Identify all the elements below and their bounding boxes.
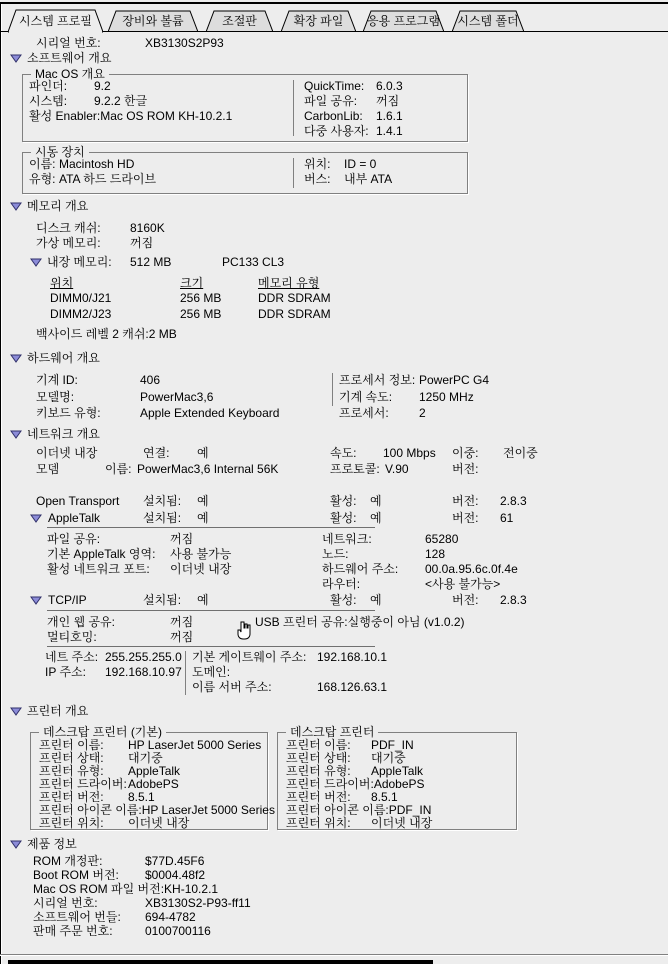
tab-applications[interactable] — [363, 10, 444, 32]
tab-label: 장비와 볼륨 — [122, 13, 184, 28]
field-label: 프린터 버전: — [286, 790, 351, 804]
field-value: 1.6.1 — [376, 109, 403, 123]
serial-number-value: XB3130S2P93 — [145, 36, 224, 50]
product-info-row — [33, 911, 196, 924]
field-label: 네트 주소: — [45, 650, 99, 664]
cell-slot: DIMM2/J23 — [50, 307, 112, 321]
field-value: 2 MB — [148, 327, 177, 341]
field-label: 키보드 유형: — [36, 406, 101, 420]
protocol-name: AppleTalk — [48, 511, 101, 525]
field-label: 프린터 위치: — [286, 816, 351, 830]
field-value: 예 — [370, 593, 382, 607]
field-label: 시스템: — [29, 94, 68, 108]
field-value: KH-10.2.1 — [164, 882, 219, 896]
memory-table-header — [50, 277, 319, 290]
info-row — [304, 173, 392, 186]
field-label: 프린터 상태: — [39, 751, 104, 765]
column-header: 크기 — [180, 276, 204, 290]
section-title-memory: 메모리 개요 — [27, 199, 89, 213]
field-value: 예 — [197, 593, 209, 607]
address-row — [45, 651, 182, 664]
field-value: 내부 ATA — [344, 172, 393, 186]
field-value: 255.255.255.0 — [105, 650, 182, 664]
info-row — [339, 374, 489, 387]
field-value: Mac OS ROM KH-10.2.1 — [100, 109, 233, 123]
field-value: 168.126.63.1 — [317, 680, 388, 694]
tab-label: 확장 파일 — [293, 13, 344, 28]
field-label: 기본 게이트웨이 주소: — [192, 650, 307, 664]
field-value: 9.2.2 한글 — [94, 94, 148, 108]
info-row — [36, 222, 165, 235]
field-value: PDF_IN — [388, 803, 432, 817]
field-value: $77D.45F6 — [145, 854, 205, 868]
info-row — [29, 110, 232, 123]
field-label: 파일 공유: — [304, 94, 358, 108]
field-value: 실행중이 아님 (v1.0.2) — [347, 615, 465, 629]
field-label: 라우터: — [322, 577, 361, 591]
field-value: Macintosh HD — [59, 157, 135, 171]
info-row — [304, 95, 399, 108]
disclosure-triangle-icon[interactable] — [10, 840, 22, 849]
field-value: 예 — [197, 511, 209, 525]
field-label: 네트워크: — [322, 532, 372, 546]
field-value: 전이중 — [503, 446, 538, 460]
disclosure-triangle-icon[interactable] — [30, 258, 42, 267]
field-value: 0100700116 — [145, 924, 211, 938]
macos-box-legend: Mac OS 개요 — [31, 68, 109, 81]
field-value: 예 — [370, 511, 382, 525]
field-value: 1250 MHz — [419, 390, 474, 404]
field-value: 예 — [197, 494, 209, 508]
info-row — [29, 173, 156, 186]
printer-box-legend: 데스크탑 프린터 — [286, 726, 378, 739]
field-value: PowerPC G4 — [419, 373, 490, 387]
cell-size: 256 MB — [180, 307, 222, 321]
field-label: 기계 ID: — [36, 373, 78, 387]
tab-label: 조절판 — [222, 13, 257, 28]
serial-number-label: 시리얼 번호: — [36, 36, 101, 50]
field-label: 모델명: — [36, 390, 75, 404]
info-row — [36, 407, 279, 420]
printer-info-row — [39, 817, 189, 830]
info-row — [339, 391, 474, 404]
field-label: 버스: — [304, 172, 331, 186]
startup-device-box — [22, 145, 468, 194]
printer-box-legend: 데스크탑 프린터 (기본) — [39, 726, 166, 739]
tab-system-profile[interactable] — [8, 9, 103, 33]
cell-slot: DIMM0/J21 — [50, 291, 112, 305]
field-value: HP LaserJet 5000 Series — [128, 738, 262, 752]
field-label: 판매 주문 번호: — [33, 924, 113, 938]
ethernet-row — [36, 447, 538, 460]
field-value: 6.0.3 — [376, 79, 403, 93]
field-value: 꺼짐 — [376, 94, 400, 108]
field-value: <사용 불가능> — [425, 577, 501, 591]
field-label: 이름: — [105, 462, 132, 476]
web-sharing-row — [47, 616, 465, 629]
field-label: 활성: — [330, 494, 357, 508]
field-label: 활성: — [330, 511, 357, 525]
section-title-hardware: 하드웨어 개요 — [27, 351, 100, 365]
field-value: 꺼짐 — [170, 615, 194, 629]
disclosure-triangle-icon[interactable] — [10, 54, 22, 63]
field-value: 65280 — [425, 532, 459, 546]
field-label: 파일 공유: — [47, 532, 101, 546]
product-info-row — [33, 883, 218, 896]
field-label: 프린터 이름: — [286, 738, 351, 752]
pane-bottom-highlight — [0, 955, 668, 956]
protocol-name: Open Transport — [36, 494, 120, 508]
field-value: 8160K — [130, 221, 165, 235]
field-value: 대기중 — [371, 751, 406, 765]
appletalk-detail-row — [47, 533, 458, 546]
field-label: 프린터 이름: — [39, 738, 104, 752]
window-left-highlight — [1, 4, 2, 964]
address-row — [45, 666, 182, 679]
field-value: AdobePS — [128, 777, 179, 791]
appletalk-detail-row — [47, 563, 518, 576]
field-label: 프린터 아이콘 이름: — [286, 803, 389, 817]
disclosure-triangle-icon[interactable] — [10, 354, 22, 363]
open-transport-row — [36, 495, 527, 508]
field-label: Mac OS ROM 파일 버전: — [33, 882, 165, 896]
separator-line — [47, 646, 375, 647]
info-row — [304, 80, 403, 93]
separator-line — [47, 610, 375, 611]
field-label: 활성 Enabler: — [29, 109, 101, 123]
field-label: 프린터 드라이버: — [286, 777, 374, 791]
macos-overview-box — [22, 67, 468, 142]
field-label: IP 주소: — [45, 665, 86, 679]
field-value: 00.0a.95.6c.0f.4e — [425, 562, 518, 576]
product-info-row — [33, 925, 211, 938]
info-row — [36, 374, 160, 387]
field-value: PDF_IN — [371, 738, 414, 752]
field-value: 2 — [419, 406, 426, 420]
field-value: 사용 불가능 — [170, 547, 232, 561]
tcpip-row — [48, 594, 527, 607]
field-label: 기본 AppleTalk 영역: — [47, 547, 156, 561]
field-label: 프린터 위치: — [39, 816, 104, 830]
field-value: 406 — [140, 373, 161, 387]
field-label: 유형: — [29, 172, 56, 186]
field-label: 디스크 캐쉬: — [36, 221, 101, 235]
field-value: 100 Mbps — [383, 446, 436, 460]
product-info-row — [33, 869, 205, 882]
tab-label: 응용 프로그램 — [367, 13, 440, 28]
field-label: 이름 서버 주소: — [192, 680, 272, 694]
appletalk-row — [48, 512, 513, 525]
memory-table-row — [50, 292, 331, 305]
field-value: 꺼짐 — [130, 236, 154, 250]
address-row — [192, 681, 387, 694]
field-value: 512 MB — [130, 255, 172, 269]
field-label: 하드웨어 주소: — [322, 562, 399, 576]
field-value: AppleTalk — [371, 764, 424, 778]
field-label: QuickTime: — [304, 79, 365, 93]
appletalk-detail-row — [322, 578, 500, 591]
field-value: 이더넷 내장 — [170, 562, 232, 576]
field-value: AdobePS — [373, 777, 425, 791]
address-row — [192, 666, 317, 679]
field-value: XB3130S2-P93-ff11 — [145, 896, 251, 910]
printer-info-row — [286, 817, 432, 830]
default-printer-box — [30, 725, 275, 830]
cell-type: DDR SDRAM — [258, 307, 331, 321]
column-header: 메모리 유형 — [258, 276, 320, 290]
info-row — [29, 158, 134, 171]
info-row — [36, 237, 153, 250]
disclosure-triangle-icon[interactable] — [30, 596, 42, 605]
field-label: 이중: — [452, 446, 479, 460]
field-label: 프린터 버전: — [39, 790, 104, 804]
field-value: 대기중 — [128, 751, 163, 765]
modem-row — [36, 463, 503, 476]
field-label: 프로세서: — [339, 406, 389, 420]
field-value: 192.168.10.97 — [105, 665, 182, 679]
memory-table-row — [50, 308, 331, 321]
appletalk-detail-row — [47, 548, 445, 561]
field-label: 기계 속도: — [339, 390, 393, 404]
field-value: 꺼짐 — [170, 532, 194, 546]
field-value: 192.168.10.1 — [317, 650, 388, 664]
field-label: 개인 웹 공유: — [47, 615, 115, 629]
field-label: Boot ROM 버전: — [33, 868, 119, 882]
desktop-printer-box — [277, 725, 517, 830]
startup-box-legend: 시동 장치 — [31, 146, 89, 159]
field-value: 예 — [370, 494, 382, 508]
field-label: 버전: — [452, 511, 479, 525]
protocol-name: TCP/IP — [48, 593, 87, 607]
field-value: 2.8.3 — [500, 593, 527, 607]
info-row — [36, 328, 177, 341]
field-value: ATA 하드 드라이브 — [59, 172, 157, 186]
disclosure-triangle-icon[interactable] — [10, 707, 22, 716]
field-value: PC133 CL3 — [222, 255, 285, 269]
field-value: 8.5.1 — [371, 790, 398, 804]
cell-size: 256 MB — [180, 291, 222, 305]
field-label: 설치됨: — [143, 593, 182, 607]
info-row — [304, 110, 403, 123]
info-row — [339, 407, 426, 420]
field-value: 예 — [197, 446, 209, 460]
separator-line — [47, 527, 375, 528]
field-value: 2.8.3 — [500, 494, 527, 508]
field-label: 속도: — [330, 446, 357, 460]
field-value: AppleTalk — [128, 764, 181, 778]
field-label: 위치: — [304, 157, 331, 171]
field-value: 꺼짐 — [170, 630, 194, 644]
hardware-column-divider — [332, 373, 333, 406]
device-name: 모뎀 — [36, 462, 60, 476]
field-label: 프린터 드라이버: — [39, 777, 127, 791]
info-row — [304, 125, 403, 138]
section-title-software: 소프트웨어 개요 — [27, 51, 112, 65]
field-label: 백사이드 레벨 2 캐쉬: — [36, 327, 149, 341]
section-title-product: 제품 정보 — [27, 837, 77, 851]
cell-type: DDR SDRAM — [258, 291, 331, 305]
field-label: 활성 네트워크 포트: — [47, 562, 150, 576]
tab-label: 시스템 프로필 — [19, 13, 92, 28]
info-row — [29, 95, 147, 108]
field-label: 도메인: — [192, 665, 231, 679]
builtin-memory-row — [47, 256, 284, 269]
tab-devices-volumes[interactable] — [108, 10, 198, 32]
field-label: 버전: — [452, 593, 479, 607]
field-label: 프린터 상태: — [286, 751, 351, 765]
field-value: PowerMac3,6 — [140, 390, 214, 404]
field-label: 설치됨: — [143, 494, 182, 508]
field-label: CarbonLib: — [304, 109, 363, 123]
field-value: HP LaserJet 5000 Series — [141, 803, 275, 817]
tab-control-panels[interactable] — [206, 10, 273, 32]
field-value: $0004.48f2 — [145, 868, 206, 882]
column-header: 위치 — [50, 276, 74, 290]
box-column-divider — [293, 158, 294, 188]
hand-cursor — [236, 620, 252, 640]
field-label: 프로토콜: — [330, 462, 380, 476]
field-label: 파인더: — [29, 79, 68, 93]
info-row — [304, 158, 376, 171]
field-label: 설치됨: — [143, 511, 182, 525]
field-value: 128 — [425, 547, 446, 561]
field-value: 61 — [500, 511, 514, 525]
address-column-divider — [185, 651, 186, 695]
field-label: 프린터 유형: — [39, 764, 104, 778]
field-value: Apple Extended Keyboard — [140, 406, 280, 420]
field-value: 9.2 — [94, 79, 111, 93]
field-value: 이더넷 내장 — [371, 816, 433, 830]
field-label: 프린터 유형: — [286, 764, 351, 778]
field-label: 연결: — [143, 446, 170, 460]
field-label: 버전: — [452, 494, 479, 508]
tab-label: 시스템 폴더 — [457, 13, 519, 28]
product-info-row — [33, 855, 204, 868]
field-value: 8.5.1 — [128, 790, 155, 804]
disclosure-triangle-icon[interactable] — [10, 202, 22, 211]
disclosure-triangle-icon[interactable] — [10, 430, 22, 439]
tab-system-folder[interactable] — [452, 10, 524, 32]
field-label: USB 프린터 공유: — [255, 615, 348, 629]
field-value: V.90 — [385, 462, 409, 476]
field-label: 가상 메모리: — [36, 236, 101, 250]
field-value: PowerMac3,6 Internal 56K — [137, 462, 279, 476]
disclosure-triangle-icon[interactable] — [30, 514, 42, 523]
product-info-row — [33, 897, 251, 910]
window-edge-fragment — [8, 960, 433, 964]
field-value: 1.4.1 — [376, 124, 403, 138]
device-name: 이더넷 내장 — [36, 446, 98, 460]
field-label: ROM 개정판: — [33, 854, 103, 868]
box-column-divider — [293, 80, 294, 136]
field-label: 프로세서 정보: — [339, 373, 416, 387]
field-label: 다중 사용자: — [304, 124, 369, 138]
tab-extensions[interactable] — [281, 10, 356, 32]
field-label: 멀티호밍: — [47, 630, 97, 644]
field-value: ID = 0 — [344, 157, 377, 171]
field-value: 694-4782 — [145, 910, 196, 924]
field-label: 노드: — [322, 547, 349, 561]
section-title-printers: 프린터 개요 — [27, 704, 89, 718]
field-value: 이더넷 내장 — [128, 816, 190, 830]
serial-number-row — [36, 37, 224, 50]
info-row — [29, 80, 111, 93]
field-label: 이름: — [29, 157, 56, 171]
info-row — [36, 391, 213, 404]
field-label: 내장 메모리: — [47, 255, 112, 269]
multihoming-row — [47, 631, 193, 644]
field-label: 활성: — [330, 593, 357, 607]
field-label: 버전: — [452, 462, 479, 476]
field-label: 소프트웨어 번들: — [33, 910, 121, 924]
window-top-border — [0, 2, 668, 4]
field-label: 프린터 아이콘 이름: — [39, 803, 142, 817]
field-label: 시리얼 번호: — [33, 896, 98, 910]
section-title-network: 네트워크 개요 — [27, 427, 100, 441]
address-row — [192, 651, 387, 664]
